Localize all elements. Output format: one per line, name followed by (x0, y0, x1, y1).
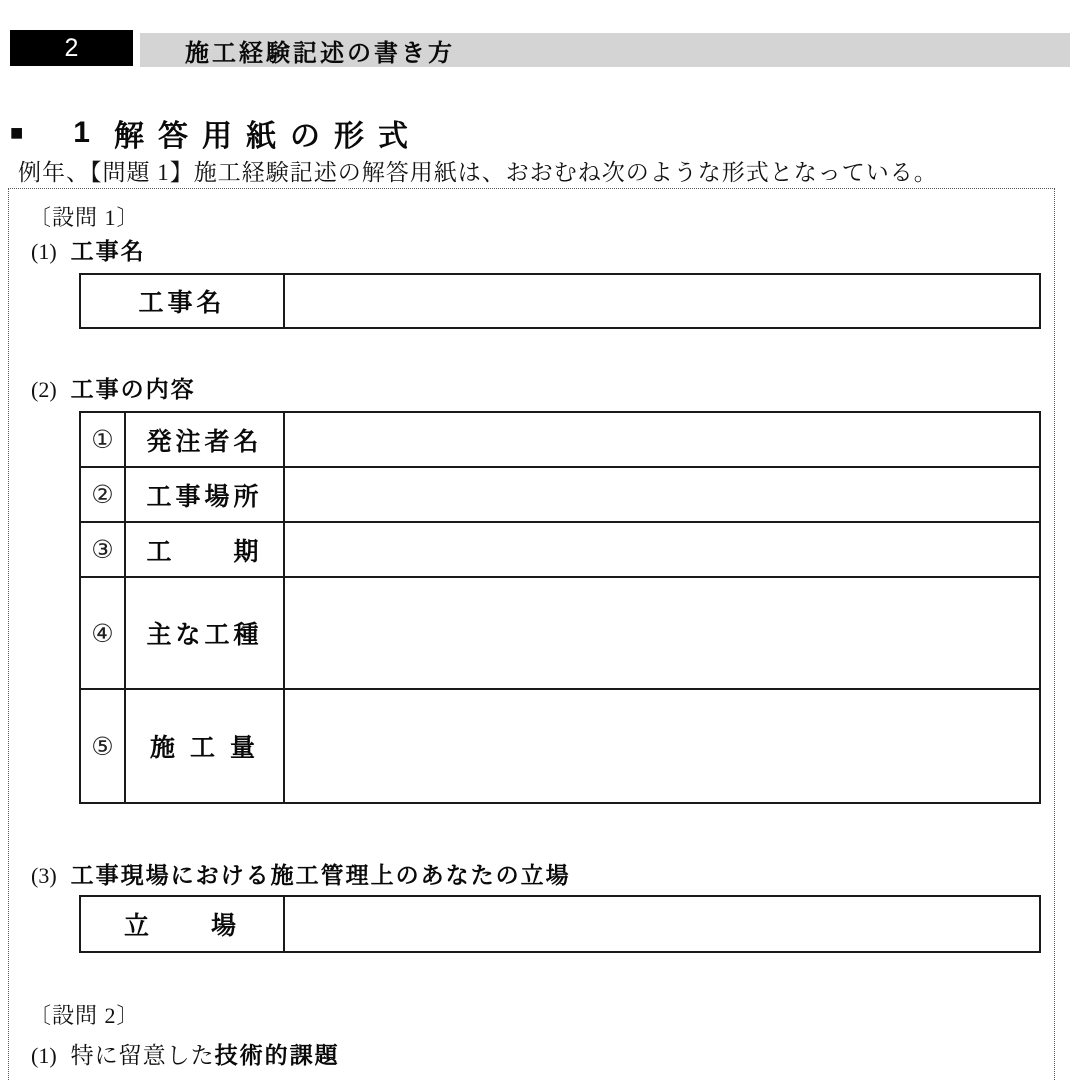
empty-answer-cell (285, 275, 1039, 327)
section-heading (10, 114, 422, 152)
row-label-cell: 施 工 量 (126, 690, 285, 802)
empty-answer-cell (285, 523, 1039, 576)
table-row (81, 578, 1039, 690)
table-row (81, 690, 1039, 802)
setsumon2-label: 〔設問 2〕 (29, 1003, 140, 1028)
question-number: (1) (31, 1043, 57, 1068)
question-number: (2) (31, 377, 57, 402)
setsumon1-label: 〔設問 1〕 (29, 205, 140, 230)
row-label-cell: 工 期 (126, 523, 285, 576)
question-title: 工事の内容 (70, 376, 196, 402)
table-row (81, 523, 1039, 578)
question-title: 工事現場における施工管理上のあなたの立場 (70, 862, 571, 888)
table-row (81, 413, 1039, 468)
row-label-cell: 工事場所 (126, 468, 285, 521)
section-title: 解答用紙の形式 (113, 120, 422, 153)
chapter-number-box (10, 30, 133, 66)
question-number: (3) (31, 863, 57, 888)
circled-number-cell: ④ (81, 578, 126, 688)
koujimei-table (79, 273, 1041, 329)
intro-text: 例年、【問題 1】施工経験記述の解答用紙は、おおむね次のような形式となっている。 (18, 160, 938, 185)
chapter-title-bar (140, 33, 1070, 67)
question-title: 技術的課題 (214, 1042, 340, 1068)
row-label-cell: 発注者名 (126, 413, 285, 466)
circled-number-cell: ① (81, 413, 126, 466)
koujimei-label-cell: 工事名 (81, 275, 285, 327)
chapter-title: 施工経験記述の書き方 (185, 39, 455, 67)
question-2-1-heading (31, 1037, 340, 1070)
answer-sheet-sample-box (8, 188, 1055, 1080)
circled-number-cell: ⑤ (81, 690, 126, 802)
empty-answer-cell (285, 468, 1039, 521)
chapter-number: 2 (64, 33, 79, 62)
tachiba-label-cell: 立 場 (81, 897, 285, 951)
question-prefix-text: 特に留意した (70, 1043, 215, 1068)
row-label-cell: 主な工種 (126, 578, 285, 688)
tachiba-table (79, 895, 1041, 953)
circled-number-cell: ② (81, 468, 126, 521)
table-row (81, 468, 1039, 523)
question-1-3-heading (31, 857, 571, 890)
question-title: 工事名 (70, 238, 146, 264)
kouji-naiyou-table (79, 411, 1041, 804)
empty-answer-cell (285, 690, 1039, 802)
question-number: (1) (31, 239, 57, 264)
question-1-1-heading (31, 233, 146, 266)
empty-answer-cell (285, 897, 1039, 951)
question-1-2-heading (31, 371, 196, 404)
empty-answer-cell (285, 413, 1039, 466)
square-bullet-icon: ■ (10, 120, 24, 145)
circled-number-cell: ③ (81, 523, 126, 576)
section-number: 1 (73, 116, 90, 149)
empty-answer-cell (285, 578, 1039, 688)
